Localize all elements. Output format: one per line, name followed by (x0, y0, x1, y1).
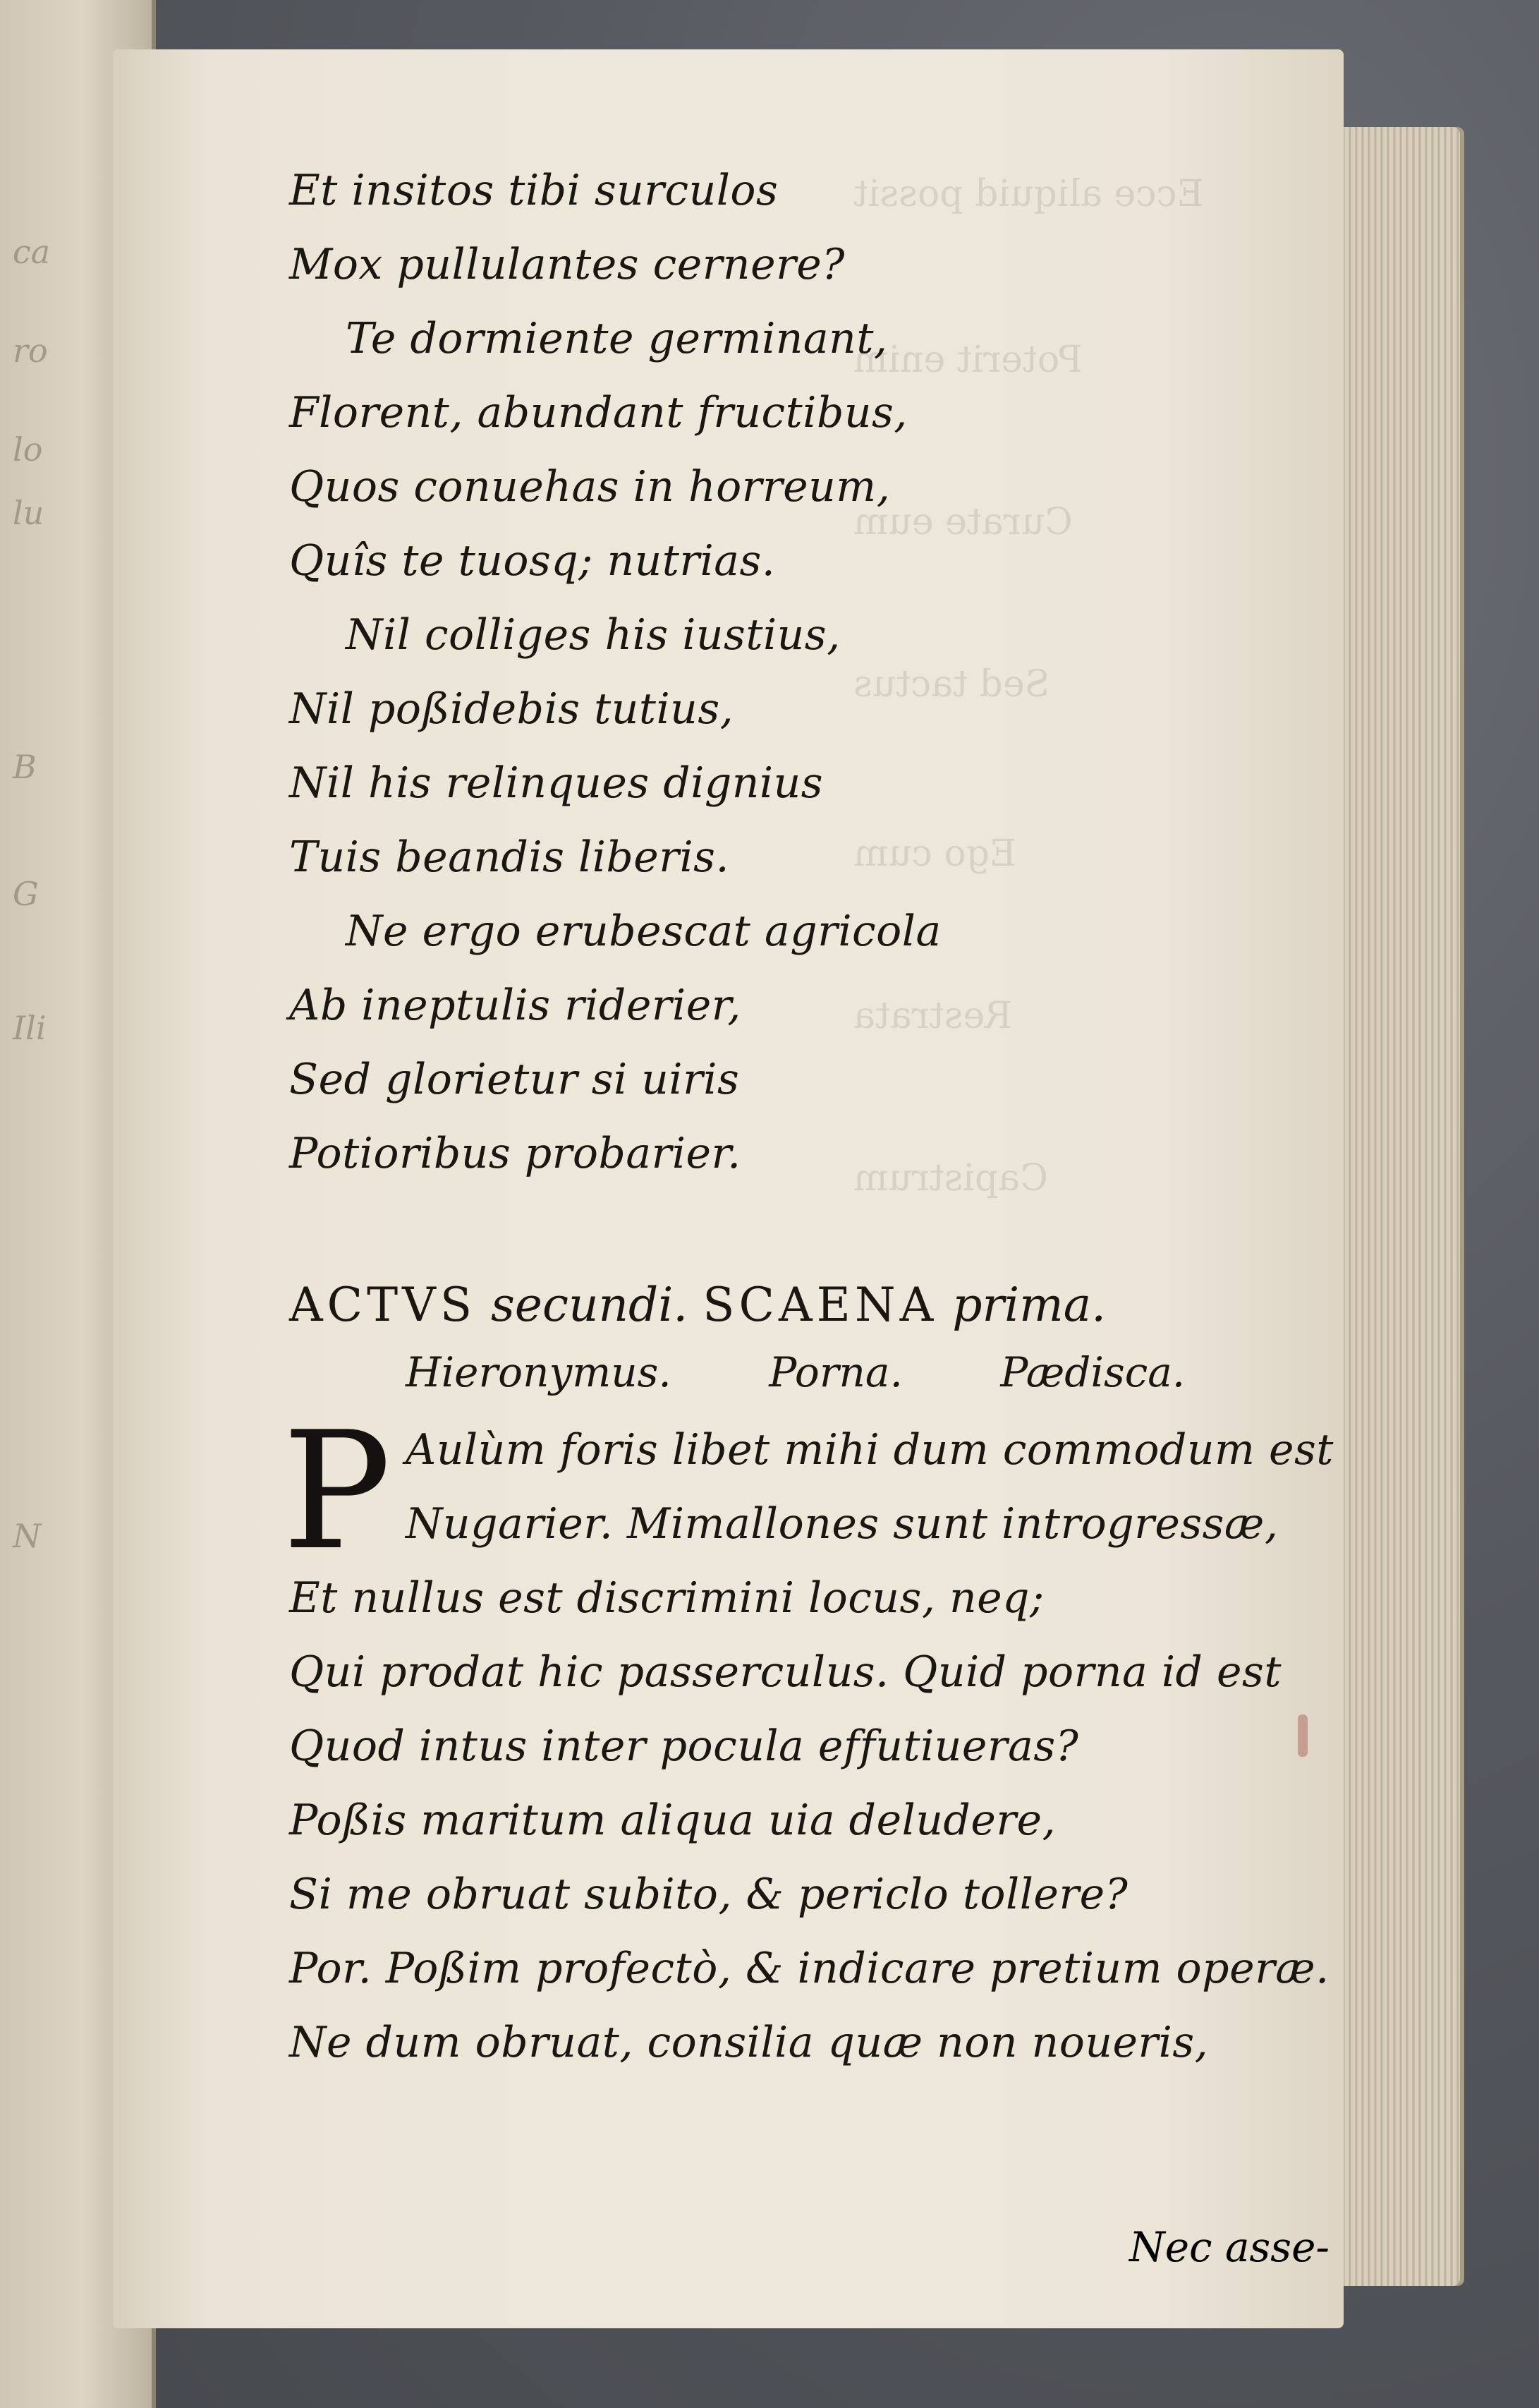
dialogue-line: Por. Poßim profectò, & indicare pretium operæ. (289, 1944, 1330, 1993)
dialogue-line: Nugarier. Mimallones sunt introgressæ, (406, 1499, 1279, 1549)
verse-line: Et insitos tibi surculos (289, 166, 779, 215)
verse-line: Nil his relinques dignius (289, 758, 824, 808)
speaker-name: Pædisca. (1000, 1348, 1186, 1396)
scene-label: SCAENA (702, 1278, 938, 1332)
verse-line: Te dormiente germinant, (346, 314, 888, 363)
verse-line: Tuis beandis liberis. (289, 833, 730, 882)
act-scene-heading (289, 1277, 1106, 1333)
verse-line: Potioribus probarier. (289, 1129, 741, 1178)
verse-line: Quos conuehas in horreum, (289, 462, 891, 512)
verse-line: Mox pullulantes cernere? (289, 240, 845, 289)
speaker-name: Porna. (769, 1348, 903, 1396)
speaker-list (406, 1348, 1270, 1397)
ink-stain (1298, 1714, 1308, 1757)
speaker-name: Hieronymus. (406, 1348, 671, 1396)
catchword: Nec asse- (1129, 2223, 1330, 2271)
verse-line: Nil colliges his iustius, (346, 610, 841, 660)
dialogue-line: Poßis maritum aliqua uia deludere, (289, 1796, 1057, 1845)
scene-number: prima. (952, 1278, 1107, 1332)
drop-capital: P (282, 1398, 391, 1586)
dialogue-line: Si me obruat subito, & periclo tollere? (289, 1870, 1129, 1919)
verse-line: Ne ergo erubescat agricola (346, 907, 942, 956)
page-edge-stack (1326, 127, 1460, 2286)
verse-line: Nil poßidebis tutius, (289, 684, 734, 734)
verse-line: Quîs te tuosq; nutrias. (289, 536, 776, 586)
book-page: Ecce aliquid possit Poterit enim Curate eum Sed tactus Ego cum Restrata Capistrum Et insitos tibi surculos Mox pullulantes cernere? Te dormiente germinant, Florent, abundant fructibus, Quos conuehas in horreum, Quîs te tuosq; nutrias. Nil colliges his iustius, Nil poßidebis tutius, Nil his relinques dignius Tuis beandis liberis. Ne ergo erubescat agricola Ab ineptulis riderier, Sed glorietur si uiris Potioribus probarier. ACTVS secundi. SCAENA prima. Hieronymus. Porna. Pædisca. P Aulùm foris libet mihi dum commodum est Nugarier. Mimallones sunt introgressæ, Et nullus est discrimini locus, neq; Qui prodat hic passerculus. Quid porna id est Quod intus inter pocula effutiueras? Poßis maritum aliqua uia deludere, Si me obruat subito, & periclo tollere? Por. Poßim profectò, & indicare pretium operæ. Ne dum obruat, consilia quæ non noueris, Nec asse- (113, 49, 1344, 2328)
dialogue-line: Ne dum obruat, consilia quæ non noueris, (289, 2018, 1209, 2067)
act-label: ACTVS (289, 1278, 477, 1332)
verse-line: Florent, abundant fructibus, (289, 388, 908, 437)
left-page-edge: ca ro lo lu B G Ili N (0, 0, 156, 2408)
act-number: secundi. (491, 1278, 688, 1332)
dialogue-line: Quod intus inter pocula effutiueras? (289, 1722, 1079, 1771)
dialogue-line: Et nullus est discrimini locus, neq; (289, 1573, 1045, 1623)
verse-line: Sed glorietur si uiris (289, 1055, 740, 1104)
dialogue-line: Aulùm foris libet mihi dum commodum est (406, 1425, 1334, 1475)
verse-line: Ab ineptulis riderier, (289, 981, 741, 1030)
dialogue-line: Qui prodat hic passerculus. Quid porna id est (289, 1647, 1282, 1697)
